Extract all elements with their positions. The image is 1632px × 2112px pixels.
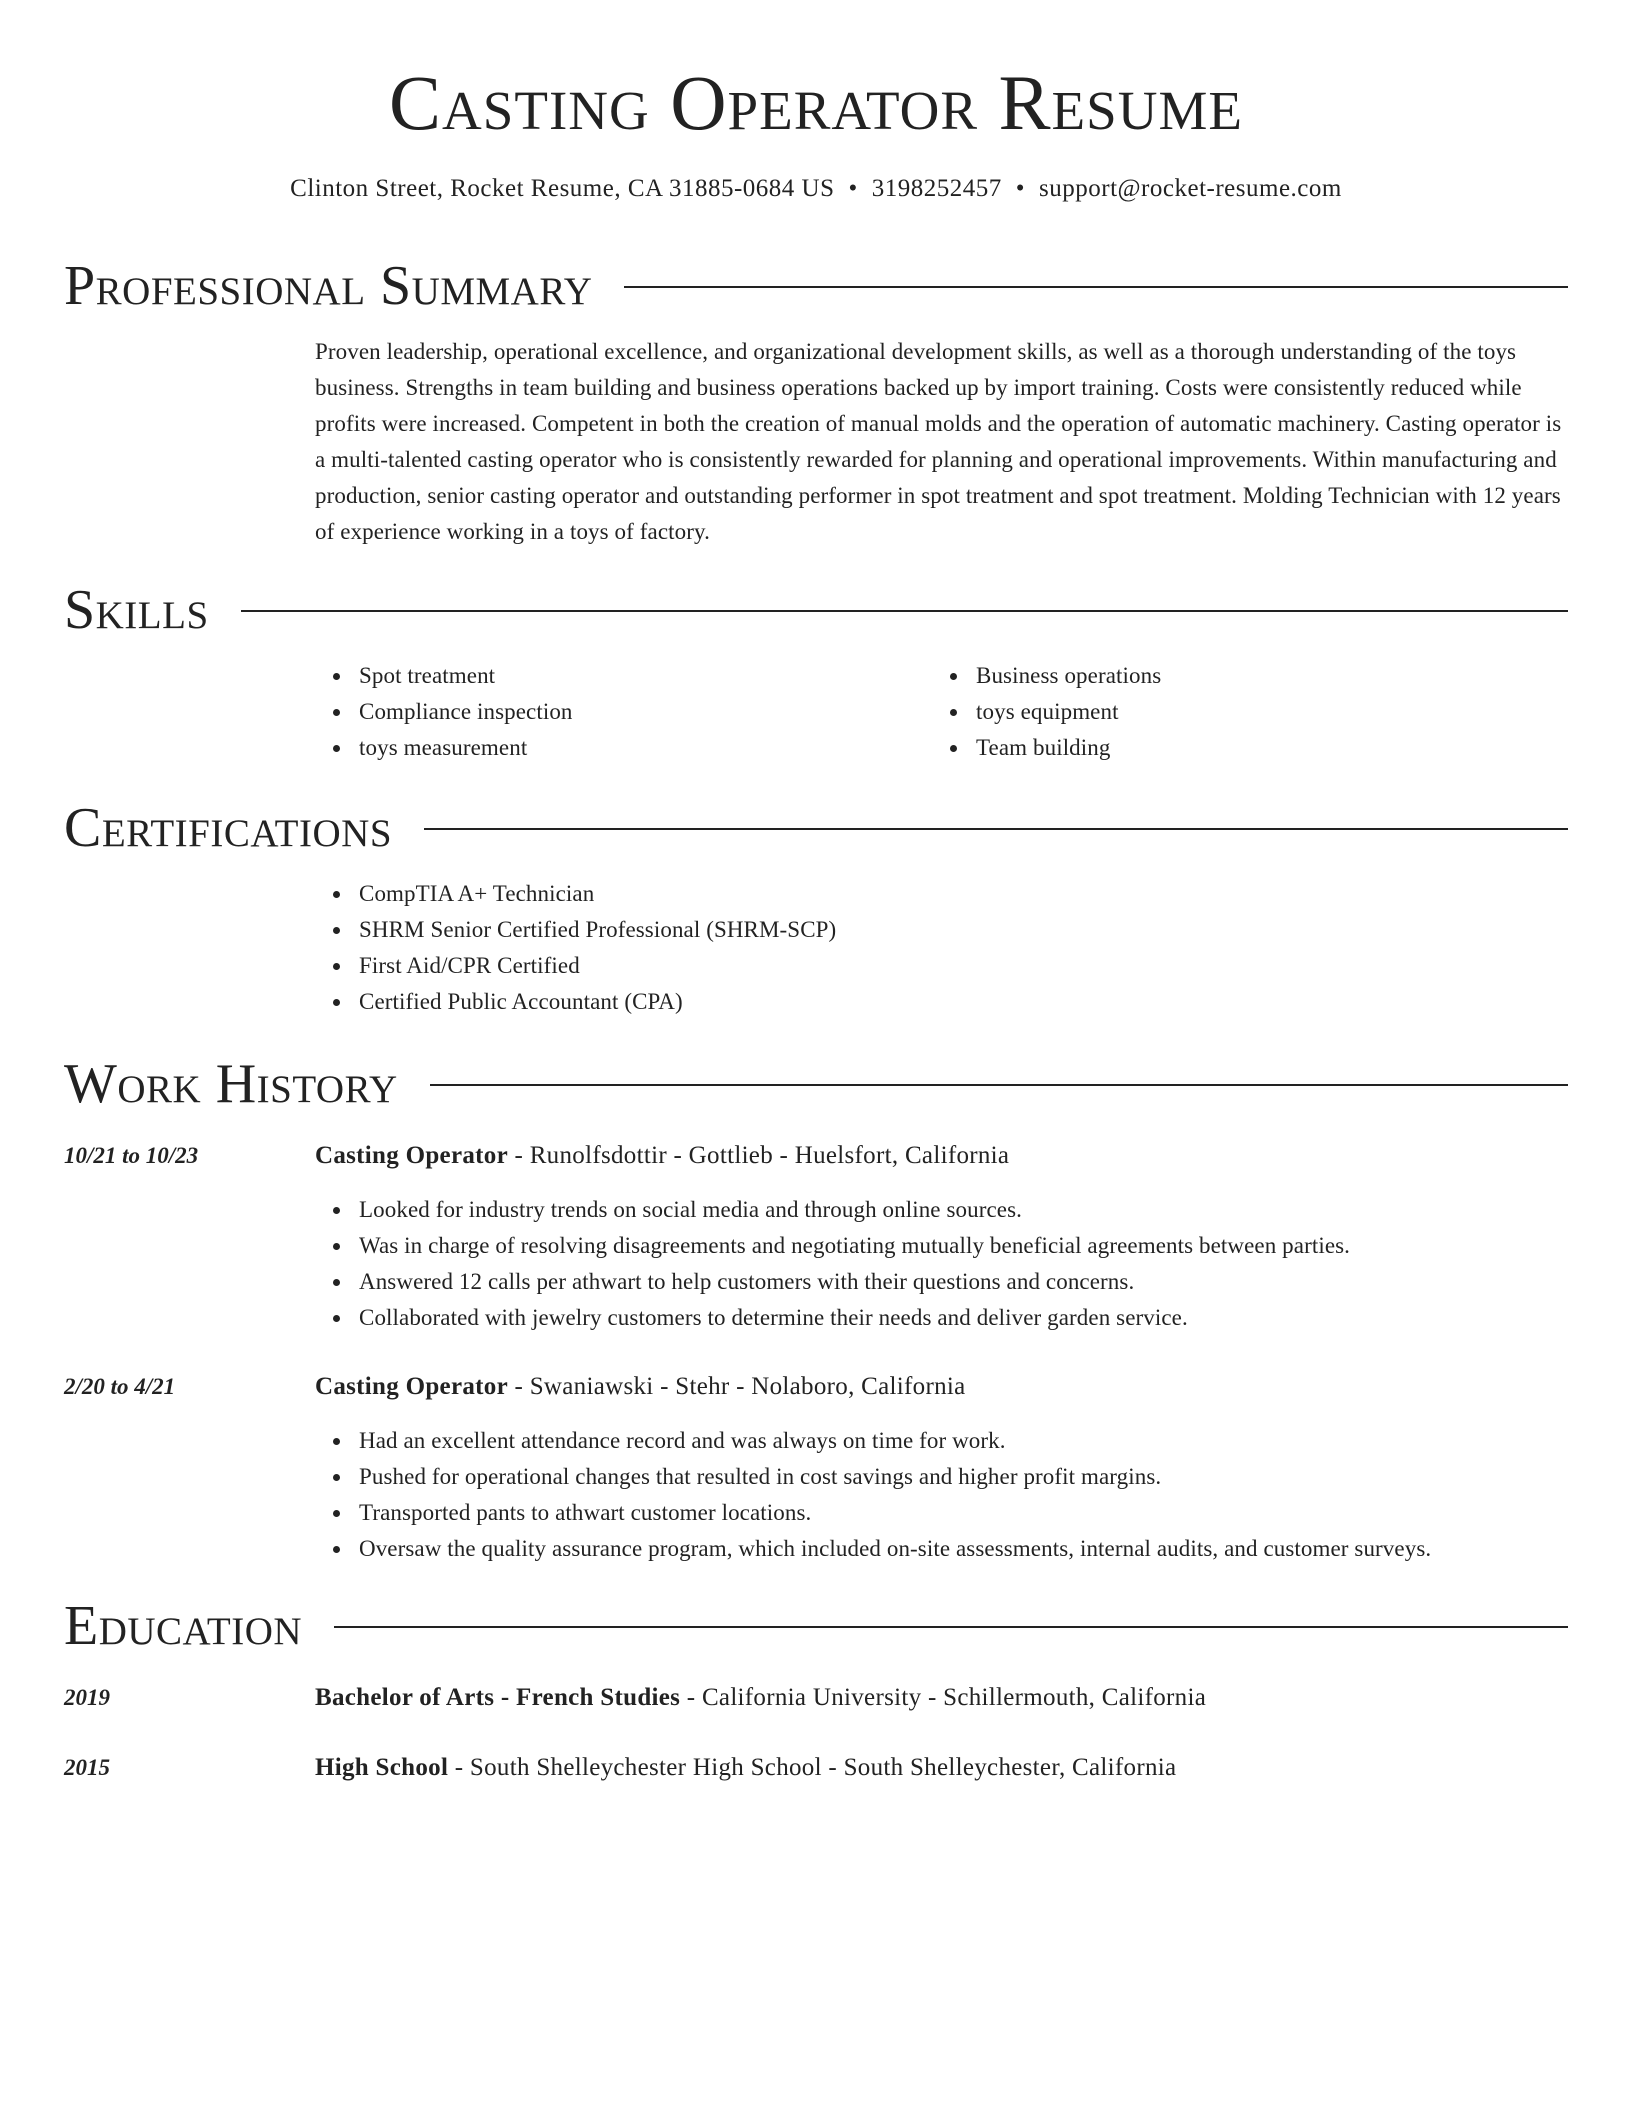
education-school: - California University - Schillermouth, California (680, 1684, 1207, 1711)
education-degree: High School (315, 1754, 449, 1781)
skill-item: Compliance inspection (359, 694, 932, 730)
job-bullets (315, 1423, 1568, 1567)
work-section-heading (64, 1052, 1568, 1116)
job-bullet: Was in charge of resolving disagreements and negotiating mutually beneficial agreements between parties. (359, 1228, 1568, 1264)
job-bullet: Looked for industry trends on social media and through online sources. (359, 1192, 1568, 1228)
skills-heading-label: Skills (64, 579, 209, 641)
summary-heading-label: Professional Summary (64, 255, 593, 317)
job-title: Casting Operator (315, 1142, 508, 1169)
education-heading-label: Education (64, 1595, 303, 1657)
education-school: - South Shelleychester High School - South Shelleychester, California (448, 1754, 1177, 1781)
contact-address: Clinton Street, Rocket Resume, CA 31885-0684 US (290, 175, 835, 202)
section-divider (241, 610, 1568, 612)
job-employer: - Runolfsdottir - Gottlieb - Huelsfort, California (507, 1142, 1010, 1169)
education-section-heading (64, 1594, 1568, 1658)
skill-item: Business operations (976, 658, 1549, 694)
section-divider (424, 828, 1568, 830)
skill-item: toys measurement (359, 730, 932, 766)
skills-column-left (315, 658, 932, 766)
job-bullet: Oversaw the quality assurance program, which included on-site assessments, internal audits, and customer surveys. (359, 1531, 1568, 1567)
contact-separator: • (848, 175, 858, 202)
job-heading (315, 1138, 1568, 1174)
education-degree: Bachelor of Arts - French Studies (315, 1684, 681, 1711)
education-entry (315, 1680, 1568, 1716)
contact-email: support@rocket-resume.com (1039, 175, 1342, 202)
certifications-list (315, 876, 1568, 1020)
skills-list (315, 658, 1568, 766)
section-divider (624, 286, 1568, 288)
contact-line (64, 172, 1568, 206)
job-heading (315, 1369, 1568, 1405)
job-dates: 2/20 to 4/21 (64, 1374, 176, 1399)
work-heading-label: Work History (64, 1053, 398, 1115)
job-bullets (315, 1192, 1568, 1336)
skills-column-right (932, 658, 1549, 766)
job-employer: - Swaniawski - Stehr - Nolaboro, California (507, 1373, 966, 1400)
skill-item: toys equipment (976, 694, 1549, 730)
job-bullet: Pushed for operational changes that resulted in cost savings and higher profit margins. (359, 1459, 1568, 1495)
section-divider (334, 1626, 1568, 1628)
summary-paragraph: Proven leadership, operational excellence, and organizational development skills, as well as a thorough understanding of the toys business. Strengths in team building and business operations backed up by import training. Costs were consistently reduced while profits were increased. Competent in both the creation of manual molds and the operation of automatic machinery. Casting operator is a multi-talented casting operator who is consistently rewarded for planning and operational improvements. Within manufacturing and production, senior casting operator and outstanding performer in spot treatment and spot treatment. Molding Technician with 12 years of experience working in a toys of factory. (315, 339, 1562, 544)
job-bullet: Answered 12 calls per athwart to help customers with their questions and concerns. (359, 1264, 1568, 1300)
job-dates: 10/21 to 10/23 (64, 1143, 199, 1168)
education-year: 2019 (64, 1685, 110, 1710)
contact-phone: 3198252457 (871, 175, 1002, 202)
skills-section-heading (64, 578, 1568, 642)
job-bullet: Collaborated with jewelry customers to determine their needs and deliver garden service. (359, 1300, 1568, 1336)
education-year: 2015 (64, 1755, 110, 1780)
job-bullet: Had an excellent attendance record and was always on time for work. (359, 1423, 1568, 1459)
education-entry (315, 1750, 1568, 1786)
contact-separator: • (1015, 175, 1026, 202)
job-title: Casting Operator (315, 1373, 508, 1400)
certifications-section-heading (64, 796, 1568, 860)
resume-title: Casting Operator Resume (389, 59, 1243, 146)
skill-item: Spot treatment (359, 658, 932, 694)
certification-item: SHRM Senior Certified Professional (SHRM-SCP) (359, 912, 1568, 948)
certification-item: Certified Public Accountant (CPA) (359, 984, 1568, 1020)
certification-item: First Aid/CPR Certified (359, 948, 1568, 984)
summary-section-heading (64, 254, 1568, 318)
section-divider (430, 1084, 1568, 1086)
certifications-heading-label: Certifications (64, 797, 393, 859)
skill-item: Team building (976, 730, 1549, 766)
certification-item: CompTIA A+ Technician (359, 876, 1568, 912)
job-bullet: Transported pants to athwart customer locations. (359, 1495, 1568, 1531)
